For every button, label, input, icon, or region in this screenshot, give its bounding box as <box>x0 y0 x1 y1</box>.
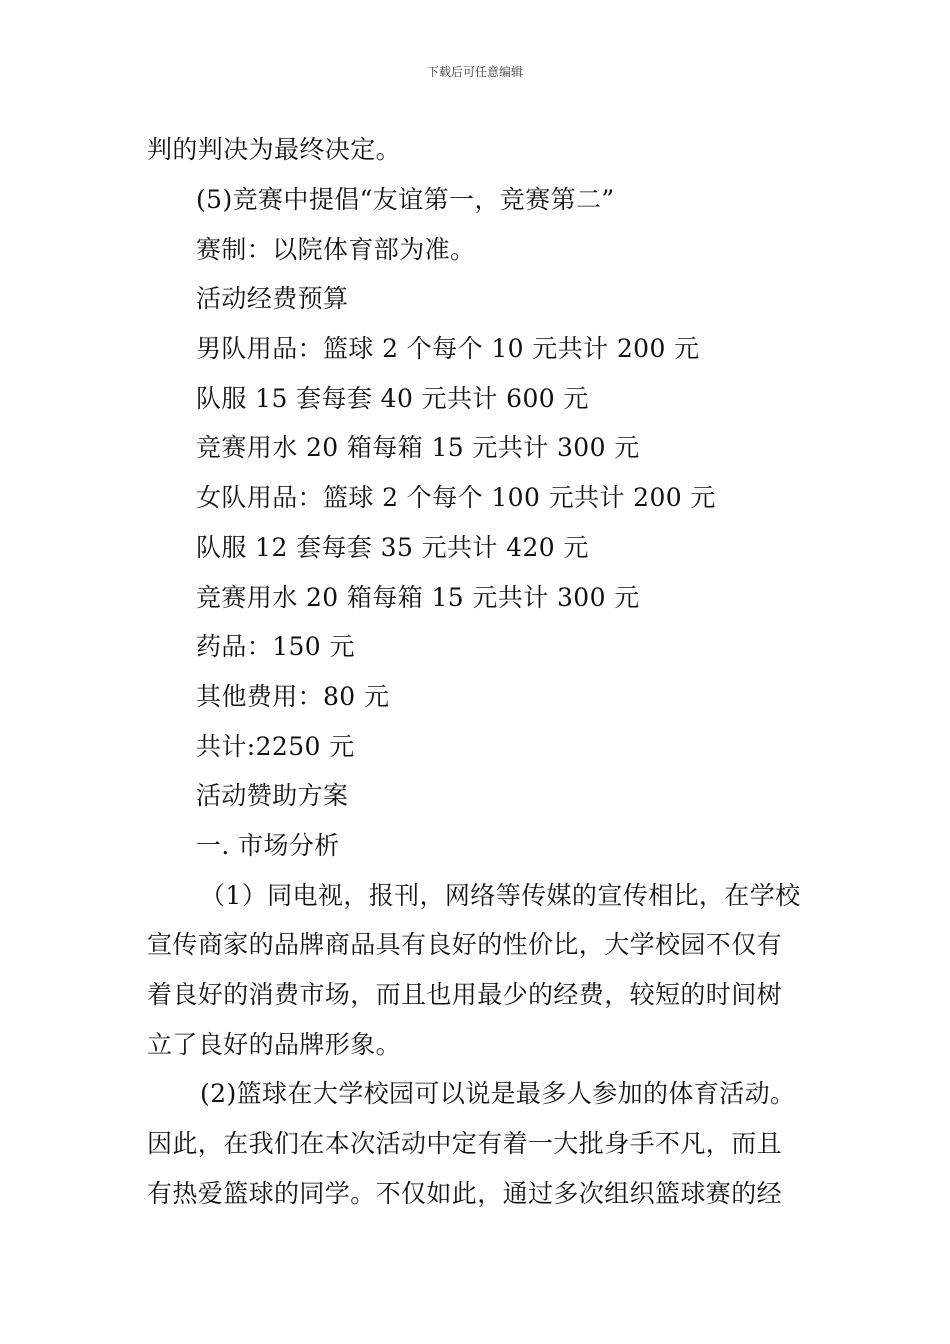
paragraph-line: 着良好的消费市场，而且也用最少的经费，较短的时间树 <box>147 980 783 1009</box>
text-line: 赛制：以院体育部为准。 <box>196 235 476 264</box>
paragraph-line: 有热爱篮球的同学。不仅如此，通过多次组织篮球赛的经 <box>147 1179 783 1208</box>
text-line: 男队用品：篮球 2 个每个 10 元共计 200 元 <box>196 334 700 363</box>
text-line: (5)竞赛中提倡“友谊第一，竞赛第二” <box>196 185 615 214</box>
text-line: 药品：150 元 <box>196 632 355 661</box>
section-heading: 活动赞助方案 <box>196 781 349 810</box>
text-line: 判的判决为最终决定。 <box>147 135 402 164</box>
text-line: 竞赛用水 20 箱每箱 15 元共计 300 元 <box>196 433 640 462</box>
paragraph-line: 立了良好的品牌形象。 <box>147 1030 402 1059</box>
subsection-heading: 一. 市场分析 <box>196 831 340 860</box>
text-line: 其他费用：80 元 <box>196 682 390 711</box>
text-line: 队服 15 套每套 40 元共计 600 元 <box>196 384 589 413</box>
section-heading: 活动经费预算 <box>196 284 349 313</box>
paragraph-line: 宣传商家的品牌商品具有良好的性价比，大学校园不仅有 <box>147 930 783 959</box>
text-line: 竞赛用水 20 箱每箱 15 元共计 300 元 <box>196 583 640 612</box>
text-line: 女队用品：篮球 2 个每个 100 元共计 200 元 <box>196 483 716 512</box>
paragraph-line: （1）同电视，报刊，网络等传媒的宣传相比，在学校 <box>200 881 801 910</box>
text-line: 队服 12 套每套 35 元共计 420 元 <box>196 533 589 562</box>
paragraph-line: (2)篮球在大学校园可以说是最多人参加的体育活动。 <box>200 1079 796 1108</box>
paragraph-line: 因此，在我们在本次活动中定有着一大批身手不凡，而且 <box>147 1129 783 1158</box>
total-line: 共计:2250 元 <box>196 732 355 761</box>
page-header-note: 下载后可任意编辑 <box>426 65 523 79</box>
